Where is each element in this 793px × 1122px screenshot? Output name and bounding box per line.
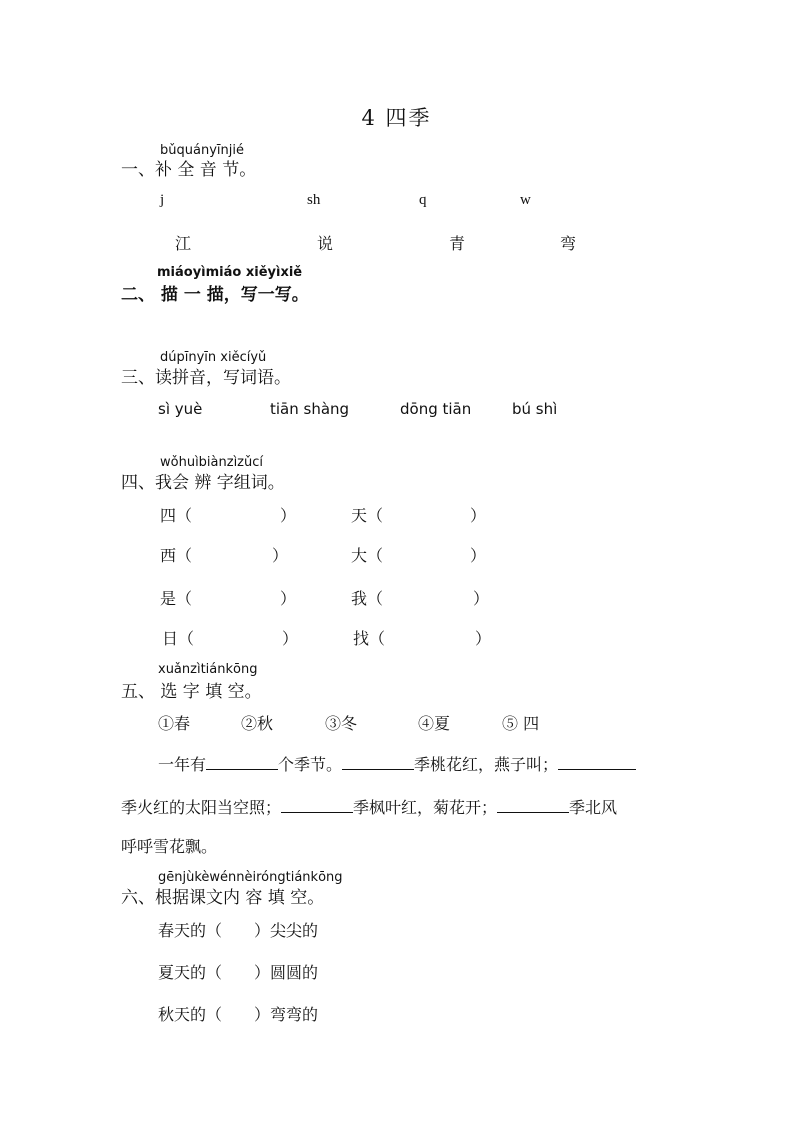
section1-initial: j: [160, 192, 165, 208]
fill-text: 季枫叶红，菊花开；: [353, 798, 498, 817]
section6-row: [158, 918, 318, 941]
row-before: 春天的（: [158, 921, 223, 940]
section4-left-char: 是（: [160, 589, 193, 608]
option-1: ①春: [158, 714, 191, 733]
row-after: ）圆圆的: [254, 963, 319, 982]
fill-line-1: [158, 752, 636, 775]
section3-word: sì yuè: [158, 400, 203, 418]
section1-char: 说: [317, 234, 334, 253]
section4-left-close: ）: [280, 589, 297, 608]
section4-left-close: ）: [280, 506, 297, 525]
section4-left-close: ）: [272, 546, 289, 565]
section4-right-close: ）: [470, 506, 487, 525]
section2-heading: 二、 描 一 描，写一写。: [121, 285, 309, 305]
fill-text: 个季节。: [278, 755, 343, 774]
section1-initial: w: [520, 192, 531, 208]
section3-word: tiān shàng: [270, 400, 350, 418]
section2-pinyin: miáoyìmiáo xiěyìxiě: [157, 265, 303, 280]
section1-heading: 一、补 全 音 节。: [121, 160, 257, 180]
section6-row: [158, 1002, 318, 1025]
section4-right-close: ）: [475, 629, 492, 648]
section4-left-close: ）: [282, 629, 299, 648]
section1-char: 弯: [560, 234, 577, 253]
answer-blank[interactable]: [558, 755, 636, 770]
answer-blank[interactable]: [497, 798, 569, 813]
section5-heading: 五、 选 字 填 空。: [121, 682, 262, 702]
section1-pinyin: bǔquányīnjié: [160, 143, 244, 158]
section3-heading: 三、读拼音，写词语。: [121, 368, 291, 388]
option-2: ②秋: [241, 714, 274, 733]
answer-blank[interactable]: [206, 755, 278, 770]
section1-initial: sh: [307, 192, 321, 208]
fill-text: 季火红的太阳当空照；: [121, 798, 282, 817]
section4-heading: 四、我会 辨 字组词。: [121, 473, 285, 493]
row-before: 秋天的（: [158, 1005, 223, 1024]
section6-pinyin: gēnjùkèwénnèiróngtiánkōng: [158, 870, 343, 885]
fill-text: 季北风: [569, 798, 618, 817]
fill-line-3: 呼呼雪花飘。: [121, 837, 218, 856]
option-4: ④夏: [418, 714, 451, 733]
section5-pinyin: xuǎnzìtiánkōng: [158, 662, 258, 677]
row-after: ）弯弯的: [254, 1005, 319, 1024]
row-before: 夏天的（: [158, 963, 223, 982]
section4-right-close: ）: [470, 546, 487, 565]
section4-left-char: 四（: [160, 506, 193, 525]
section1-initial: q: [419, 192, 427, 208]
section1-char: 江: [175, 234, 192, 253]
section4-pinyin: wǒhuìbiànzìzǔcí: [160, 455, 264, 470]
section4-right-close: ）: [473, 589, 490, 608]
fill-text: 季桃花红，燕子叫；: [414, 755, 559, 774]
section4-right-char: 大（: [351, 546, 384, 565]
fill-text: 一年有: [158, 755, 207, 774]
section4-right-char: 我（: [351, 589, 384, 608]
section1-char: 青: [449, 234, 466, 253]
section3-word: bú shì: [512, 400, 558, 418]
section4-right-char: 天（: [351, 506, 384, 525]
section4-right-char: 找（: [353, 629, 386, 648]
answer-blank[interactable]: [342, 755, 414, 770]
fill-line-2: [121, 795, 617, 818]
section3-word: dōng tiān: [400, 400, 472, 418]
section6-heading: 六、根据课文内 容 填 空。: [121, 888, 325, 908]
section3-pinyin: dúpīnyīn xiěcíyǔ: [160, 350, 267, 365]
section6-row: [158, 960, 318, 983]
row-after: ）尖尖的: [254, 921, 319, 940]
section4-left-char: 西（: [160, 546, 193, 565]
page-title: 4 四季: [361, 106, 432, 130]
section4-left-char: 日（: [162, 629, 195, 648]
option-5: ⑤ 四: [502, 714, 540, 733]
answer-blank[interactable]: [281, 798, 353, 813]
option-3: ③冬: [325, 714, 358, 733]
